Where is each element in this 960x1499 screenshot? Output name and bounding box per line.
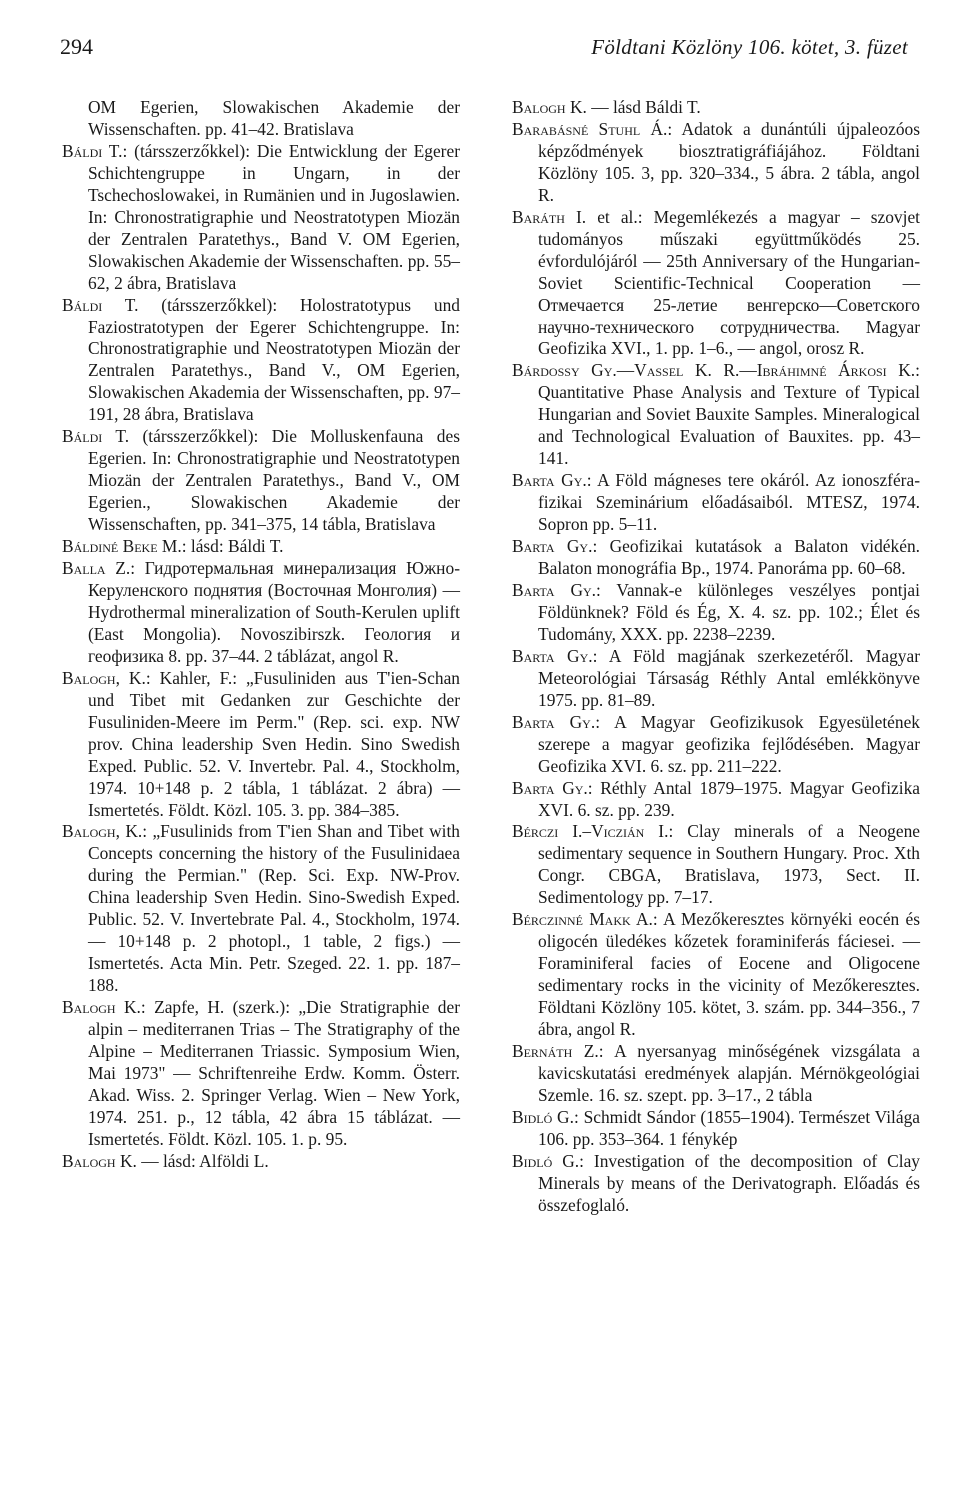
bibliography-entry bbox=[62, 536, 460, 558]
entry-text: : Гидротермальная минерализация Южно-Керуленского поднятия (Восточная Монголия) — Hydrothermal mineralization of South-Kerulen uplift (East Mongolia). Novoszibirszk. Геология и геофизика 8. pp. 37–44. 2 táblázat, angol R. bbox=[88, 558, 460, 666]
entry-text: : Kahler, F.: „Fusuliniden aus T'ien-Schan und Tibet mit Gedanken zur Geschichte der Fusuliniden-Meere im Perm." (Rep. sci. exp. NW prov. China leadership Sven Hedin. Sino Swedish Exped. Public. 52. V. Invertebr. Pal. 4., Stockholm, 1974. 10+148 p. 2 tábla, 1 táblázat. 2 ábra) — Ismertetés. Földt. Közl. 105. 3. pp. 384–385. bbox=[88, 667, 460, 820]
entry-text: : (társszerzőkkel): Die Entwicklung der Egerer Schichtengruppe in Ungarn, in der Tschechoslowakei, in Rumänien und in Jugoslawien. In: Chronostratigraphie und Neostratotypen Miozän der Zentralen Paratethys., Band V. OM Egerien, Slowakischen Akademie der Wissenschaften. pp. 55–62, 2 ábra, Bratislava bbox=[88, 140, 460, 293]
entry-text: : Zapfe, H. (szerk.): „Die Stratigraphie der alpin – mediterranen Trias – The Stratigraphy of the Alpine – Mediterranen Triassic. Symposium Wien, Mai 1973" — Schriftenreihe Erdw. Komm. Österr. Akad. Wiss. 2. Springer Verlag. Wien – New York, 1974. 251. p., 12 tábla, 42 ábra 15 táblázat. — Ismertetés. Földt. Közl. 105. 1. p. 95. bbox=[88, 997, 460, 1149]
bibliography-entry bbox=[512, 909, 920, 1041]
entry-text: — lásd: Alföldi L. bbox=[136, 1150, 269, 1171]
entry-author: Bárdossy Gy.—Vassel K. R.—Ibráhimné Árkosi K. bbox=[512, 360, 916, 381]
entry-text: : A Mezőkeresztes környéki eocén és oligocén üledékes kőzetek foraminiferás fáciesei. — Foraminiferal facies of Eocene and Oligocene sedimentary rocks in the vicinity of Mezőkeresztes. Földtani Közlöny 105. kötet, 3. szám. pp. 344–356., 7 ábra, angol R. bbox=[538, 909, 921, 1040]
bibliography-entry bbox=[512, 470, 920, 536]
entry-author: Bernáth Z. bbox=[512, 1040, 599, 1061]
right-column bbox=[512, 97, 920, 1217]
entry-author: Barta Gy. bbox=[512, 579, 597, 600]
entry-author: Balogh, K. bbox=[62, 667, 146, 688]
entry-text: : Adatok a dunántúli újpaleozóos képződmények biosztratigráfiájához. Földtani Közlöny 105. 3, pp. 320–334., 5 ábra. 2 tábla, angol R. bbox=[538, 118, 920, 205]
entry-author: Bidló G. bbox=[512, 1150, 580, 1171]
entry-author: Bidló G. bbox=[512, 1106, 574, 1127]
entry-author: Barta Gy. bbox=[512, 645, 593, 666]
entry-author: Barta Gy. bbox=[512, 470, 587, 491]
entry-text: : A Magyar Geofizikusok Egyesületének szerepe a magyar geofizika fejlődésében. Magyar Geofizika XVI. 6. sz. pp. 211–222. bbox=[538, 711, 920, 776]
bibliography-entry bbox=[62, 668, 460, 822]
bibliography-entry bbox=[512, 119, 920, 207]
bibliography-entry bbox=[512, 646, 920, 712]
bibliography-entry bbox=[512, 712, 920, 778]
running-title: Földtani Közlöny 106. kötet, 3. füzet bbox=[591, 35, 908, 59]
bibliography-entry bbox=[62, 997, 460, 1151]
bibliography-entry bbox=[512, 97, 920, 119]
entry-author: Bérczinné Makk A. bbox=[512, 909, 653, 930]
page-header bbox=[60, 34, 908, 64]
entry-text: : A Föld magjának szerkezetéről. Magyar Meteorológiai Társaság Réthly Antal emlékkönyve 1975. pp. 81–89. bbox=[538, 645, 920, 710]
entry-author: Balogh K. bbox=[62, 1150, 137, 1171]
entry-text: OM Egerien, Slowakischen Akademie der Wissenschaften. pp. 41–42. Bratislava bbox=[88, 97, 460, 139]
bibliography-entry bbox=[62, 1151, 460, 1173]
entry-author: Balogh, K. bbox=[62, 821, 143, 842]
bibliography-entry bbox=[512, 778, 920, 822]
entry-text: : „Fusulinids from T'ien Shan and Tibet with Concepts concerning the history of the Fusulinidaea during the Permian." (Rep. Sci. Exp. NW-Prov. China leadership Sven Hedin. Sino-Swedish Exped. Public. 52. V. Invertebrate Pal. 4., Stockholm, 1974. — 10+148 p. 2 photopl., 1 table, 2 figs.) — Ismertetés. Acta Min. Petr. Szeged. 22. 1. pp. 187–188. bbox=[88, 821, 460, 996]
entry-author: Balogh K. bbox=[512, 97, 587, 117]
entry-text: : A Föld mágneses tere okáról. Az ionoszféra-fizikai Szeminárium előadásaiból. MTESZ, 1974. Sopron pp. 5–11. bbox=[538, 470, 920, 535]
entry-author: Báldi T. bbox=[62, 294, 139, 315]
bibliography-entry bbox=[512, 360, 920, 470]
entry-author: Bérczi I.–Viczián I. bbox=[512, 821, 669, 842]
entry-author: Baráth I. bbox=[512, 206, 587, 227]
entry-text: (társszerzőkkel): Die Molluskenfauna des Egerien. In: Chronostratigraphie und Neostratotypen Miozän der Zentralen Paratethys., Band V., OM Egerien., Slowakischen Akademie der Wissenschaften, pp. 341–375, 14 tábla, Bratislava bbox=[88, 426, 460, 535]
bibliography-entry bbox=[62, 821, 460, 997]
bibliography-entry bbox=[512, 1107, 920, 1151]
bibliography-entry bbox=[512, 207, 920, 361]
bibliography-entry bbox=[512, 821, 920, 909]
bibliography-entry bbox=[62, 558, 460, 668]
entry-text: — lásd Báldi T. bbox=[586, 97, 701, 117]
entry-author: Báldi T. bbox=[62, 140, 123, 161]
entry-author: Balla Z. bbox=[62, 558, 131, 579]
entry-author: Barta Gy. bbox=[512, 711, 596, 732]
entry-text: et al.: Megemlékezés a magyar – szovjet tudományos műszaki együttműködés 25. évfordulójáról — 25th Anniversary of the Hungarian-Soviet Scientific-Technical Cooperation — Отмечается 25-летие венгерско—Советского научно-технического сотрудничества. Magyar Geofizika XVI., 1. pp. 1–6., — angol, orosz R. bbox=[538, 206, 920, 359]
entry-text: : Schmidt Sándor (1855–1904). Természet Világa 106. pp. 353–364. 1 fénykép bbox=[538, 1106, 920, 1149]
bibliography-entry bbox=[512, 536, 920, 580]
bibliography-entry bbox=[62, 97, 460, 141]
bibliography-entry bbox=[512, 1041, 920, 1107]
entry-text: : Vannak-e különleges veszélyes pontjai Földünknek? Föld és Ég, X. 4. sz. pp. 102.; Élet és Tudomány, XXX. pp. 2238–2239. bbox=[538, 579, 920, 644]
entry-author: Balogh K. bbox=[62, 997, 141, 1018]
entry-text: : Geofizikai kutatások a Balaton vidékén. Balaton monográfia Bp., 1974. Panoráma pp. 60–68. bbox=[538, 536, 920, 579]
entry-author: Barabásné Stuhl Á. bbox=[512, 118, 668, 139]
entry-author: Báldi T. bbox=[62, 426, 130, 447]
entry-author: Barta Gy. bbox=[512, 536, 593, 557]
entry-text: : Quantitative Phase Analysis and Texture of Typical Hungarian and Soviet Bauxite Samples. Mineralogical and Technological Evaluation of Bauxites. pp. 43–141. bbox=[538, 360, 920, 469]
entry-text: : Réthly Antal 1879–1975. Magyar Geofizika XVI. 6. sz. pp. 239. bbox=[538, 777, 920, 820]
entry-text: : A nyersanyag minőségének vizsgálata a kavicskutatási eredmények alapján. Mérnökgeológiai Szemle. 16. sz. szept. pp. 3–17., 2 tábla bbox=[538, 1040, 920, 1105]
bibliography-entry bbox=[62, 426, 460, 536]
entry-text: : Investigation of the decomposition of Clay Minerals by means of the Derivatograph. Előadás és összefoglaló. bbox=[538, 1150, 921, 1215]
entry-text: : lásd: Báldi T. bbox=[181, 536, 284, 557]
entry-author: Báldiné Beke M. bbox=[62, 536, 182, 557]
page-number: 294 bbox=[60, 34, 93, 59]
left-column bbox=[62, 97, 460, 1173]
bibliography-entry bbox=[62, 295, 460, 427]
bibliography-entry bbox=[512, 1151, 920, 1217]
entry-text: (társszerzőkkel): Holostratotypus und Faziostratotypen der Egerer Schichtengruppe. In: Chronostratigraphie und Neostratotypen Miozän der Zentralen Paratethys., Band V., OM Egerien, Slowakischen Akademia der Wissenschaften, pp. 97–191, 28 ábra, Bratislava bbox=[88, 294, 460, 425]
bibliography-entry bbox=[62, 141, 460, 295]
bibliography-entry bbox=[512, 580, 920, 646]
entry-text: : Clay minerals of a Neogene sedimentary sequence in Southern Hungary. Proc. Xth Congr. CBGA, Bratislava, 1973, Sect. II. Sedimentology pp. 7–17. bbox=[538, 821, 920, 908]
entry-author: Barta Gy. bbox=[512, 777, 588, 798]
